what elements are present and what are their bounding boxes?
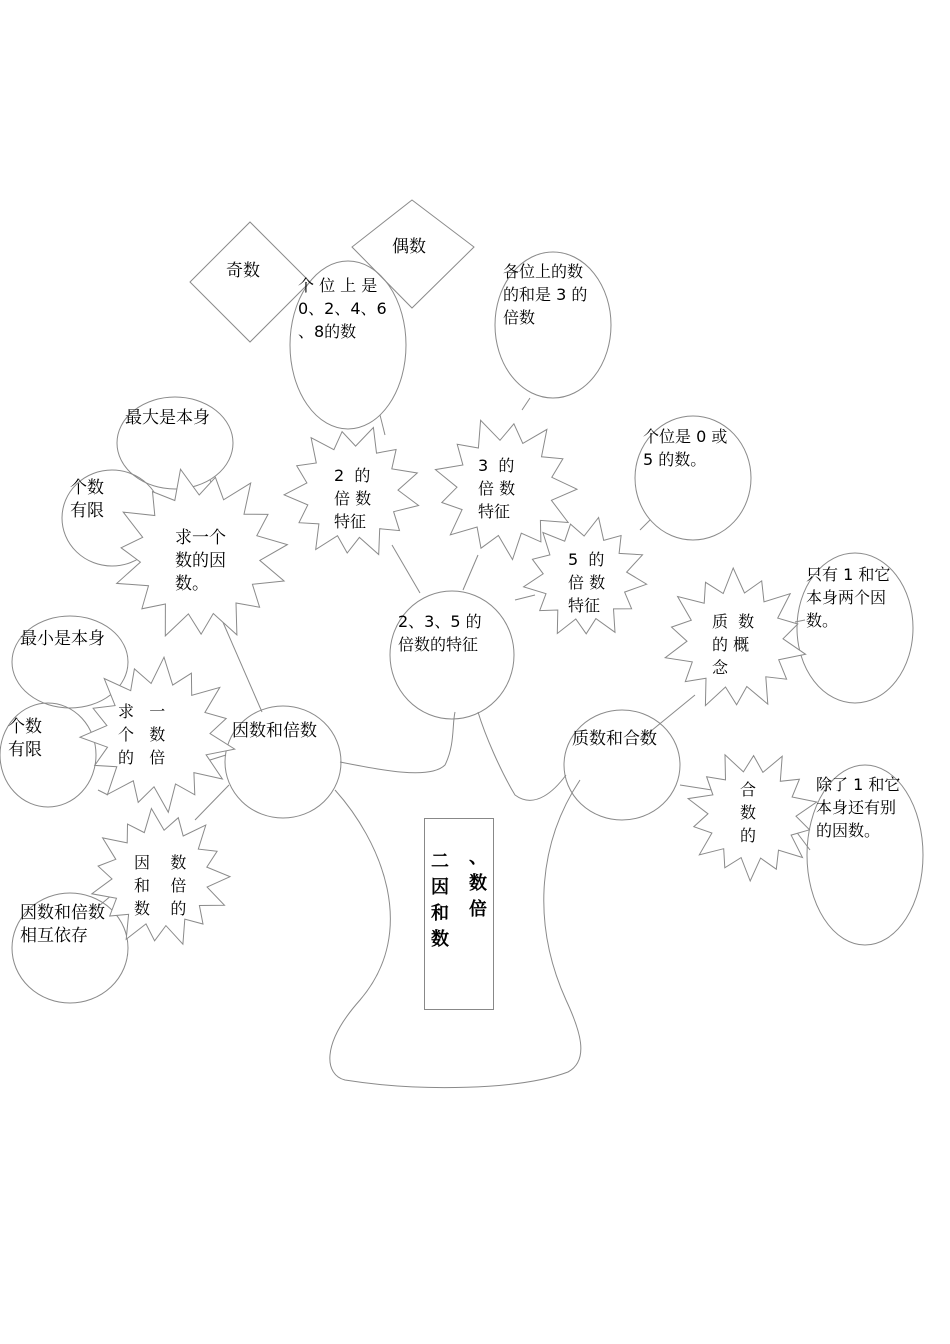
odd-label: 奇数 xyxy=(226,261,260,281)
prime-definition-text: 只有 1 和它 本身两个因 数。 xyxy=(806,565,891,630)
factors-multiples-text: 因数和倍数 xyxy=(232,721,317,741)
interdependent-text: 因数和倍数 相互依存 xyxy=(20,903,105,946)
even-label: 偶数 xyxy=(392,237,426,257)
prime-concept-label: 质 数 的 概 念 xyxy=(712,612,755,677)
five-definition-text: 个位是 0 或 5 的数。 xyxy=(643,427,728,469)
max-self-text: 最大是本身 xyxy=(125,408,210,428)
factor-multiple-relation-label: 因 数 和 倍 数 的 xyxy=(134,853,187,918)
connector xyxy=(522,398,530,410)
title-box xyxy=(424,818,494,1010)
min-self-text: 最小是本身 xyxy=(20,629,105,649)
connector xyxy=(392,545,420,593)
connector xyxy=(463,555,478,590)
finite-multiples-text: 个数 有限 xyxy=(8,717,42,760)
connector xyxy=(640,520,650,530)
connector xyxy=(380,415,385,435)
prime-composite-ellipse xyxy=(564,710,680,820)
connector xyxy=(195,785,229,820)
connector xyxy=(795,620,805,622)
connector xyxy=(222,620,262,712)
composite-concept-label: 合 数 的 xyxy=(740,780,757,845)
find-multiples-label: 求 一 个 数 的 倍 xyxy=(118,702,166,767)
five-feature-label: 5 的 倍 数 特征 xyxy=(568,550,606,615)
three-feature-label: 3 的 倍 数 特征 xyxy=(478,456,516,521)
title-column-1: 二 因 和 数 xyxy=(431,851,449,950)
connector xyxy=(98,790,108,795)
three-definition-text: 各位上的数 的和是 3 的 倍数 xyxy=(503,262,588,327)
finite-factors-text: 个数 有限 xyxy=(70,478,104,521)
connector xyxy=(680,785,712,790)
find-factors-label: 求一个 数的因 数。 xyxy=(175,528,226,594)
even-definition-text: 个 位 上 是 0、2、4、6 、8的数 xyxy=(298,276,387,341)
two-feature-label: 2 的 倍 数 特征 xyxy=(334,466,372,531)
connector xyxy=(210,755,226,760)
feature-235-text: 2、3、5 的 倍数的特征 xyxy=(398,612,482,654)
composite-definition-text: 除了 1 和它 本身还有别 的因数。 xyxy=(816,775,901,840)
connector xyxy=(515,595,535,600)
trunk-branch-left xyxy=(340,712,455,773)
trunk-branch-right xyxy=(478,712,566,800)
title-column-2: 、 数 倍 xyxy=(469,847,487,920)
prime-composite-text: 质数和合数 xyxy=(572,729,657,749)
